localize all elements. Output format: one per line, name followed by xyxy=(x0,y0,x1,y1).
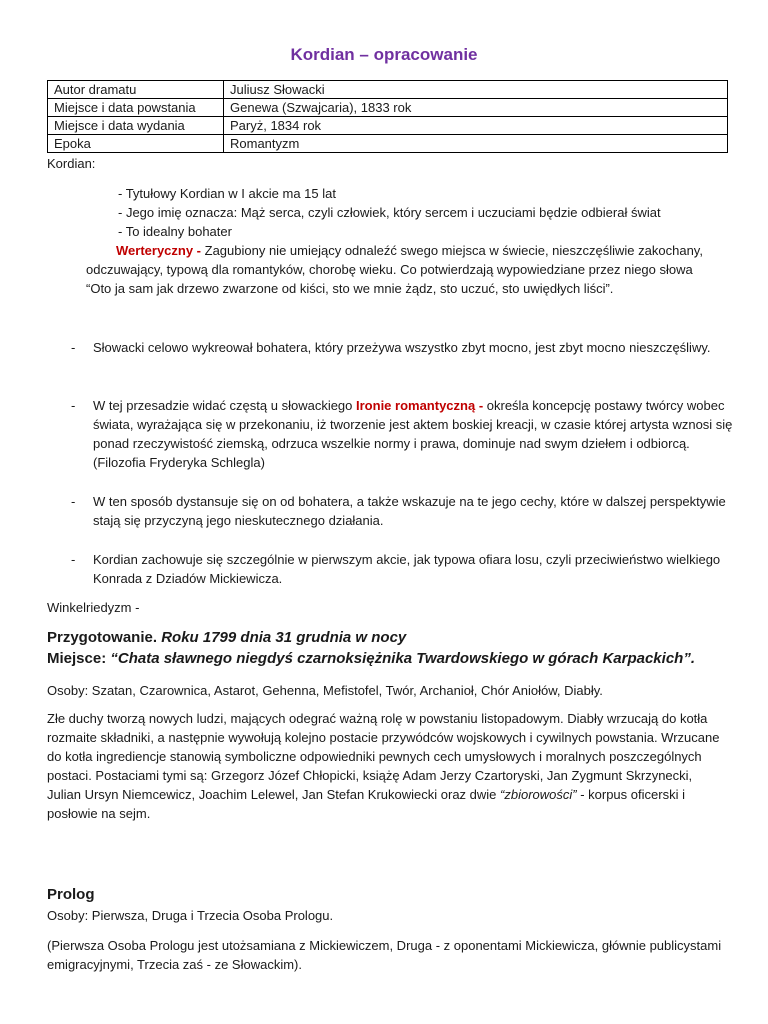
werter-paragraph xyxy=(86,241,706,298)
table-value: Paryż, 1834 rok xyxy=(224,117,728,135)
duchy-after: - korpus oficerski i posłowie na sejm. xyxy=(47,787,685,821)
przygotowanie-heading xyxy=(47,628,737,648)
table-value: Romantyzm xyxy=(224,135,728,153)
bullet-text xyxy=(93,550,733,588)
bullet-text-part: określa koncepcję postawy twórcy wobec świata, wyrażająca się w przekonaniu, iż tworzenie jest aktem boskiej kreacji, w czasie której artysta wznosi się ponad rzeczywistość ziemską, odrzuca wszelkie normy i prawa, dominuje nad swym dziełem i odbiorcą. (Filozofia Fryderyka Schlegla) xyxy=(93,398,733,470)
duchy-italic: “zbiorowości” xyxy=(500,787,577,802)
table-row xyxy=(48,135,728,153)
bullet-dash: - xyxy=(71,494,76,509)
document-title: Kordian – opracowanie xyxy=(290,45,478,64)
miejsce-text: “Chata sławnego niegdyś czarnoksiężnika Twardowskiego w górach Karpackich”. xyxy=(106,650,695,667)
list-item: - Tytułowy Kordian w I akcie ma 15 lat xyxy=(118,186,336,201)
table-key: Epoka xyxy=(48,135,224,153)
info-table xyxy=(47,80,728,153)
duchy-text: Złe duchy tworzą nowych ludzi, mających odegrać ważną rolę w powstaniu listopadowym. Diabły wrzucają do kotła rozmaite składniki, a następnie wywołują kolejno postacie przywódców wojskowych i cywilnych powstania. Wrzucane do kotła ingrediencje stanowią symboliczne odpowiedniki pewnych cech umysłowych i moralnych poszczególnych postaci. Postaciami tymi są: Grzegorz Józef Chłopicki, książę Adam Jerzy Czartoryski, Jan Zygmunt Skrzynecki, Julian Ursyn Niemcewicz, Joachim Lelewel, Jan Stefan Krukowiecki oraz dwie xyxy=(47,711,720,802)
bullet-text-part: W tej przesadzie widać częstą u słowackiego xyxy=(93,398,357,413)
bullet-dash: - xyxy=(71,398,76,413)
table-value: Genewa (Szwajcaria), 1833 rok xyxy=(224,99,728,117)
table-row xyxy=(48,117,728,135)
table-key: Miejsce i data wydania xyxy=(48,117,224,135)
bullet-text xyxy=(93,492,733,530)
winkelriedyzm-label: Winkelriedyzm - xyxy=(47,600,140,615)
table-row xyxy=(48,81,728,99)
kordian-points xyxy=(118,184,738,241)
bullet-text-part: Słowacki celowo wykreował bohatera, który przeżywa wszystko zbyt mocno, jest zbyt mocno nieszczęśliwy. xyxy=(93,340,711,355)
werter-text: Zagubiony nie umiejący odnaleźć swego miejsca w świecie, nieszczęśliwie zakochany, odczuwający, typową dla romantyków, chorobę wieku. Co potwierdzają wypowiedziane przez niego słowa “Oto ja sam jak drzewo zwarzone od kiści, sto we mnie żądz, sto uczuć, sto uwiędłych liści”. xyxy=(86,243,703,296)
table-key: Autor dramatu xyxy=(48,81,224,99)
bullet-dash: - xyxy=(71,340,76,355)
przygotowanie-time: Roku 1799 dnia 31 grudnia w nocy xyxy=(157,629,407,646)
przygotowanie-label: Przygotowanie. xyxy=(47,629,158,646)
list-item: - To idealny bohater xyxy=(118,224,232,239)
bullet-text xyxy=(93,396,733,472)
prolog-heading: Prolog xyxy=(47,886,95,903)
duchy-paragraph xyxy=(47,709,727,823)
miejsce-label: Miejsce: xyxy=(47,650,107,667)
prolog-note: (Pierwsza Osoba Prologu jest utożsamiana z Mickiewiczem, Druga - z oponentami Mickiewicza, głównie publicystami emigracyjnymi, Trzecia zaś - ze Słowackim). xyxy=(47,938,722,972)
osoby-line: Osoby: Szatan, Czarownica, Astarot, Gehenna, Mefistofel, Twór, Archanioł, Chór Aniołów, Diabły. xyxy=(47,683,603,698)
table-key: Miejsce i data powstania xyxy=(48,99,224,117)
bullet-text-part: Kordian zachowuje się szczególnie w pierwszym akcie, jak typowa ofiara losu, czyli przeciwieństwo wielkiego Konrada z Dziadów Mickiewicza. xyxy=(93,552,721,586)
bullet-text xyxy=(93,338,733,357)
prolog-osoby: Osoby: Pierwsza, Druga i Trzecia Osoba Prologu. xyxy=(47,908,334,923)
ironia-term: Ironie romantyczną - xyxy=(356,398,484,413)
miejsce-heading xyxy=(47,649,737,669)
werter-term: Werteryczny - xyxy=(116,243,202,258)
kordian-label: Kordian: xyxy=(47,156,96,171)
bullet-dash: - xyxy=(71,552,76,567)
bullet-text-part: W ten sposób dystansuje się on od bohatera, a także wskazuje na te jego cechy, które w dalszej perspektywie stają się przyczyną jego nieskutecznego działania. xyxy=(93,494,726,528)
table-row xyxy=(48,99,728,117)
table-value: Juliusz Słowacki xyxy=(224,81,728,99)
list-item: - Jego imię oznacza: Mąż serca, czyli człowiek, który sercem i uczuciami będzie odbierał świat xyxy=(118,205,661,220)
